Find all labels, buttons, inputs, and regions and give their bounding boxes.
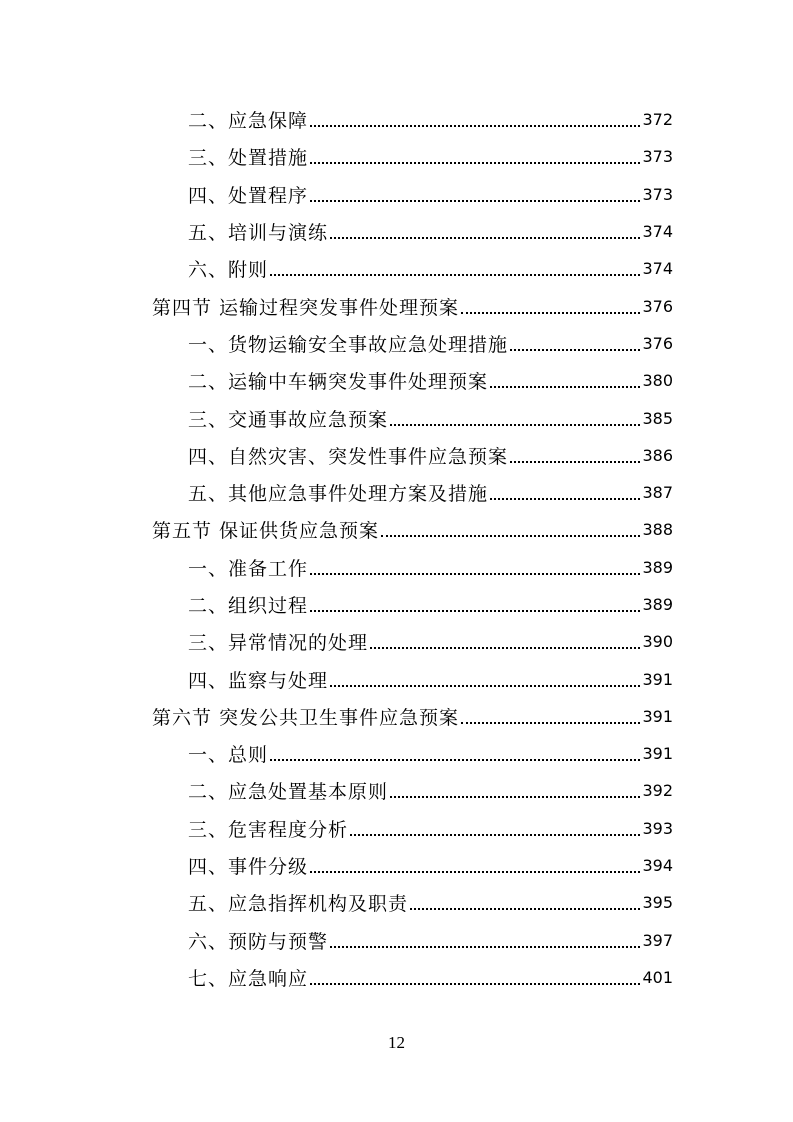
toc-entry-label: 四、自然灾害、突发性事件应急预案 (188, 442, 510, 469)
toc-dot-leader (310, 181, 640, 202)
toc-page-number: 390 (642, 632, 673, 652)
toc-entry[interactable] (0, 399, 793, 436)
toc-entry-label: 五、培训与演练 (188, 218, 330, 245)
toc-entry[interactable] (0, 623, 793, 660)
toc-entry[interactable] (0, 660, 793, 697)
toc-entry-label: 四、处置程序 (188, 181, 310, 208)
toc-page-number: 372 (642, 110, 673, 130)
toc-entry[interactable] (0, 810, 793, 847)
toc-entry-label: 第四节 运输过程突发事件处理预案 (152, 293, 461, 320)
toc-page-number: 376 (642, 296, 673, 316)
toc-page-number: 393 (642, 818, 673, 838)
toc-entry[interactable] (0, 325, 793, 362)
toc-entry-label: 第五节 保证供货应急预案 (152, 516, 381, 543)
toc-page-number: 401 (642, 967, 673, 987)
toc-entry[interactable] (0, 959, 793, 996)
toc-page-number: 391 (642, 744, 673, 764)
toc-dot-leader (490, 479, 640, 500)
toc-page-number: 394 (642, 856, 673, 876)
toc-entry-label: 五、其他应急事件处理方案及措施 (188, 479, 490, 506)
toc-page-number: 387 (642, 483, 673, 503)
toc-entry-label: 三、交通事故应急预案 (188, 405, 390, 432)
toc-dot-leader (390, 777, 640, 798)
toc-dot-leader (270, 255, 640, 276)
toc-dot-leader (330, 927, 640, 948)
toc-entry[interactable] (0, 176, 793, 213)
toc-dot-leader (310, 106, 640, 127)
toc-entry-label: 二、运输中车辆突发事件处理预案 (188, 367, 490, 394)
toc-page-number: 373 (642, 184, 673, 204)
toc-dot-leader (381, 516, 640, 537)
toc-entry[interactable] (0, 847, 793, 884)
toc-entry-label: 六、附则 (188, 255, 270, 282)
toc-entry[interactable] (0, 101, 793, 138)
toc-dot-leader (510, 330, 640, 351)
toc-dot-leader (330, 218, 640, 239)
toc-entry[interactable] (0, 922, 793, 959)
toc-dot-leader (350, 815, 640, 836)
toc-entry[interactable] (0, 772, 793, 809)
toc-dot-leader (370, 628, 640, 649)
toc-entry-label: 一、总则 (188, 740, 270, 767)
toc-page-number: 391 (642, 706, 673, 726)
toc-entry[interactable] (0, 437, 793, 474)
toc-page-number: 395 (642, 893, 673, 913)
toc-entry-label: 第六节 突发公共卫生事件应急预案 (152, 703, 461, 730)
toc-page-number: 391 (642, 669, 673, 689)
toc-entry-label: 四、监察与处理 (188, 666, 330, 693)
toc-dot-leader (270, 740, 640, 761)
toc-entry-label: 三、异常情况的处理 (188, 628, 370, 655)
toc-page-number: 374 (642, 222, 673, 242)
page-number: 12 (388, 1033, 405, 1052)
toc-dot-leader (410, 889, 640, 910)
toc-entry[interactable] (0, 213, 793, 250)
toc-dot-leader (490, 367, 640, 388)
toc-page-number: 392 (642, 781, 673, 801)
toc-entry-label: 五、应急指挥机构及职责 (188, 889, 410, 916)
table-of-contents (0, 101, 793, 996)
toc-entry[interactable] (0, 250, 793, 287)
toc-entry-label: 三、危害程度分析 (188, 815, 350, 842)
toc-section-heading[interactable] (0, 511, 793, 548)
toc-entry[interactable] (0, 138, 793, 175)
toc-dot-leader (461, 293, 640, 314)
toc-page-number: 373 (642, 147, 673, 167)
toc-entry-label: 三、处置措施 (188, 143, 310, 170)
toc-page-number: 374 (642, 259, 673, 279)
toc-dot-leader (310, 591, 640, 612)
toc-entry-label: 二、应急处置基本原则 (188, 777, 390, 804)
toc-section-heading[interactable] (0, 287, 793, 324)
toc-dot-leader (330, 666, 640, 687)
toc-entry[interactable] (0, 362, 793, 399)
toc-entry-label: 六、预防与预警 (188, 927, 330, 954)
toc-dot-leader (310, 554, 640, 575)
toc-page-number: 397 (642, 930, 673, 950)
toc-page-number: 389 (642, 557, 673, 577)
toc-section-heading[interactable] (0, 698, 793, 735)
toc-dot-leader (310, 852, 640, 873)
toc-page-number: 389 (642, 595, 673, 614)
toc-entry[interactable] (0, 474, 793, 511)
toc-dot-leader (310, 143, 640, 164)
toc-page-number: 386 (642, 445, 673, 465)
toc-entry-label: 一、准备工作 (188, 554, 310, 581)
toc-page-number: 376 (642, 333, 673, 353)
toc-entry[interactable] (0, 735, 793, 772)
toc-entry-label: 二、组织过程 (188, 591, 310, 618)
toc-entry[interactable] (0, 884, 793, 921)
toc-page-number: 385 (642, 408, 673, 428)
toc-entry-label: 四、事件分级 (188, 852, 310, 879)
toc-entry[interactable] (0, 586, 793, 623)
toc-dot-leader (390, 405, 640, 426)
toc-page-number: 380 (642, 371, 673, 391)
toc-entry[interactable] (0, 549, 793, 586)
toc-dot-leader (510, 442, 640, 463)
toc-page-number: 388 (642, 520, 673, 540)
toc-dot-leader (461, 703, 640, 724)
toc-dot-leader (310, 964, 640, 985)
toc-entry-label: 一、货物运输安全事故应急处理措施 (188, 330, 510, 357)
toc-entry-label: 二、应急保障 (188, 106, 310, 133)
toc-entry-label: 七、应急响应 (188, 964, 310, 991)
